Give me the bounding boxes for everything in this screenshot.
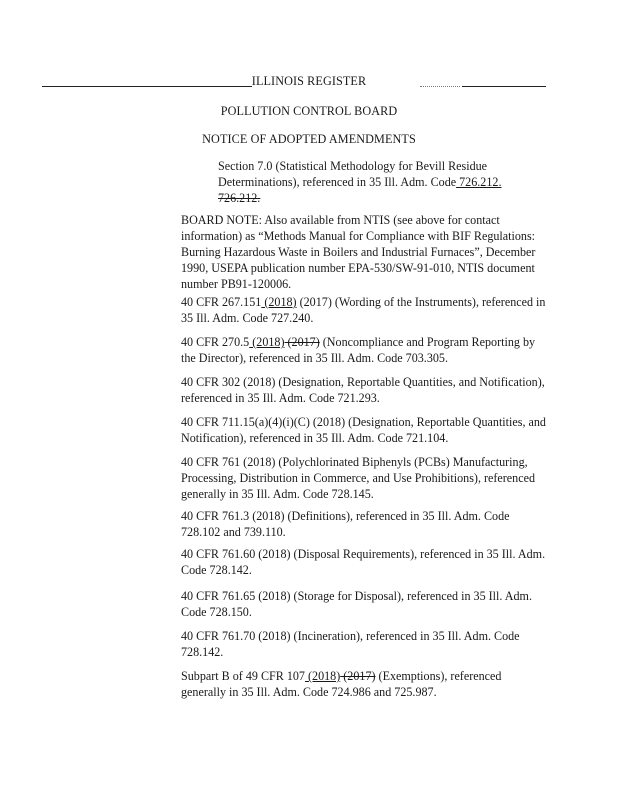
entry-text-rest: (Noncompliance and Program Reporting by the Director), referenced in 35 Ill. Adm. Code 703.305. <box>181 335 536 365</box>
notice-title: NOTICE OF ADOPTED AMENDMENTS <box>202 132 416 146</box>
reference-entry <box>181 588 546 620</box>
entry-text: 40 CFR 711.15(a)(4)(i)(C) (2018) (Designation, Reportable Quantities, and Notification), referenced in 35 Ill. Adm. Code 721.104. <box>181 415 546 445</box>
entry-text: 40 CFR 761.60 (2018) (Disposal Requirements), referenced in 35 Ill. Adm. Code 728.142. <box>181 547 546 577</box>
entry-removed: (2017) <box>340 669 376 683</box>
reference-entry <box>181 334 546 366</box>
reference-entry <box>181 546 546 578</box>
entry-text: 40 CFR 761.3 (2018) (Definitions), referenced in 35 Ill. Adm. Code 728.102 and 739.110. <box>181 509 510 539</box>
reference-entry <box>181 668 546 700</box>
section-entry-removed: 726.212. <box>218 191 261 205</box>
entry-text: Subpart B of 49 CFR 107 <box>181 669 305 683</box>
board-note: BOARD NOTE: Also available from NTIS (see above for contact information) as “Methods Manual for Compliance with BIF Regulations: Burning Hazardous Waste in Boilers and Industrial Furnaces”, December 1990, USEPA publication number EPA-530/SW-91-010, NTIS document number PB91-120006. <box>181 213 536 291</box>
reference-entry <box>181 414 546 446</box>
reference-entry <box>181 294 546 326</box>
section-entry <box>218 158 518 206</box>
entry-added: (2018) <box>304 669 341 683</box>
entry-added: (2018) <box>261 295 297 309</box>
reference-entry <box>181 374 546 406</box>
entry-text-rest: (Exemptions), referenced generally in 35 Ill. Adm. Code 724.986 and 725.987. <box>181 669 502 699</box>
reference-entry <box>181 508 546 540</box>
section-entry-text: Section 7.0 (Statistical Methodology for Bevill Residue Determinations), referenced in 35 Ill. Adm. Code <box>218 159 488 189</box>
agency-name: POLLUTION CONTROL BOARD <box>220 104 398 118</box>
register-title: ILLINOIS REGISTER <box>251 74 367 88</box>
entry-text: 40 CFR 761.70 (2018) (Incineration), referenced in 35 Ill. Adm. Code 728.142. <box>181 629 520 659</box>
reference-entry <box>181 454 546 502</box>
entry-removed: (2017) <box>284 335 320 349</box>
entry-text: 40 CFR 270.5 <box>181 335 250 349</box>
reference-entry <box>181 628 546 660</box>
entry-text-rest: (2017) (Wording of the Instruments), referenced in 35 Ill. Adm. Code 727.240. <box>181 295 546 325</box>
entry-added: (2018) <box>249 335 285 349</box>
section-entry-added: 726.212. <box>456 175 502 189</box>
entry-text: 40 CFR 302 (2018) (Designation, Reportable Quantities, and Notification), referenced in 35 Ill. Adm. Code 721.293. <box>181 375 545 405</box>
entry-text: 40 CFR 267.151 <box>181 295 262 309</box>
entry-text: 40 CFR 761 (2018) (Polychlorinated Biphenyls (PCBs) Manufacturing, Processing, Distribution in Commerce, and Use Prohibitions), referenced generally in 35 Ill. Adm. Code 728.145. <box>181 455 536 501</box>
entry-text: 40 CFR 761.65 (2018) (Storage for Disposal), referenced in 35 Ill. Adm. Code 728.150. <box>181 589 532 619</box>
